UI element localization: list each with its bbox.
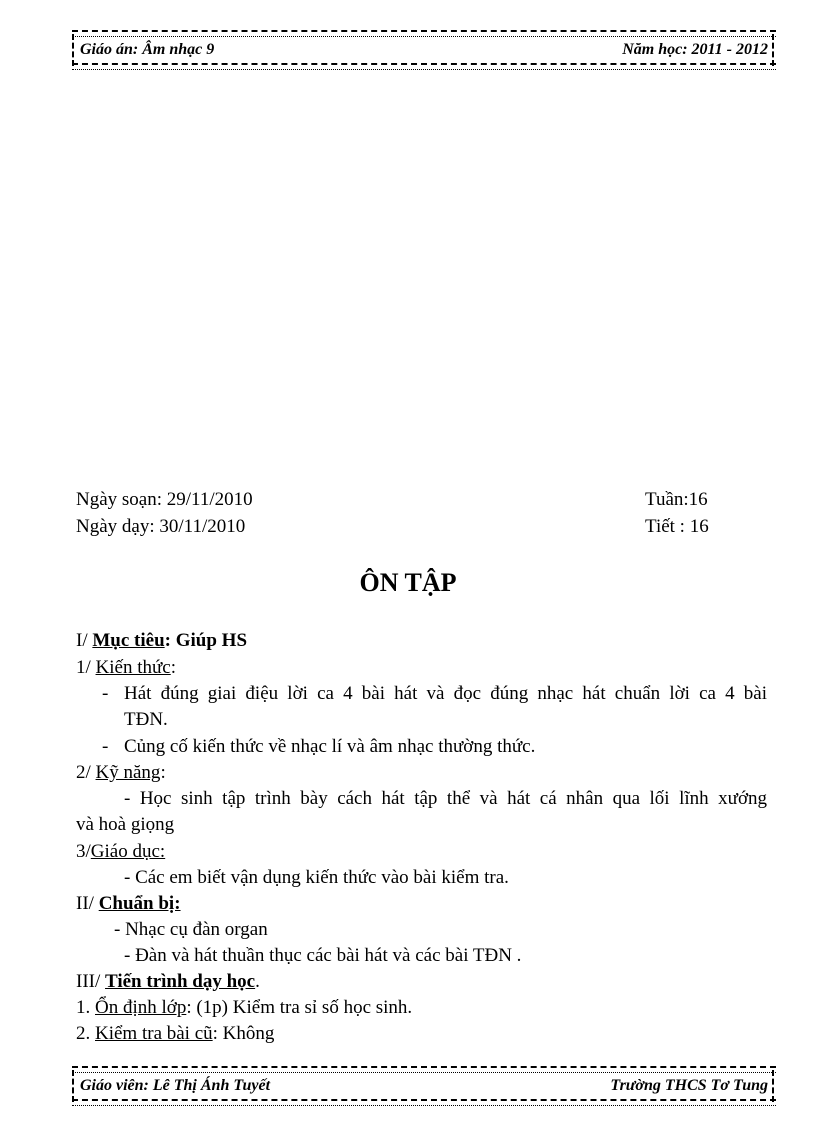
header-school-year: Năm học: 2011 - 2012 <box>622 41 768 58</box>
subsection-skills <box>76 762 166 784</box>
footer-school: Trường THCS Tơ Tung <box>610 1077 768 1094</box>
procedure-step-2-rest: : Không <box>212 1023 275 1044</box>
footer-border-left <box>72 1070 76 1102</box>
lesson-number: Tiết : 16 <box>645 516 709 537</box>
header-border-bottom <box>72 63 776 70</box>
section-objectives-heading: Mục tiêu <box>92 630 165 651</box>
subsection-education-label: Giáo dục: <box>90 841 166 862</box>
page-header <box>72 30 776 70</box>
prep-date: Ngày soạn: 29/11/2010 <box>76 489 253 510</box>
section-preparation <box>76 893 181 915</box>
page-title: ÔN TẬP <box>359 568 457 597</box>
procedure-step-1-num: 1. <box>76 997 95 1018</box>
procedure-step-2 <box>76 1023 274 1045</box>
skills-item-1: - Học sinh tập trình bày cách hát tập thể và hát cá nhân qua lối lĩnh xướng <box>124 788 767 809</box>
header-border-top <box>72 30 776 37</box>
subsection-skills-tail: : <box>160 762 166 783</box>
procedure-step-1-rest: : (1p) Kiểm tra sỉ số học sinh. <box>186 997 413 1018</box>
knowledge-item-1: Hát đúng giai điệu lời ca 4 bài hát và đọc đúng nhạc hát chuẩn lời ca 4 bài <box>124 683 767 704</box>
subsection-knowledge-label: Kiến thức <box>95 657 171 678</box>
subsection-skills-num: 2/ <box>76 762 96 783</box>
procedure-step-1-label: Ổn định lớp <box>95 997 187 1018</box>
footer-border-bottom <box>72 1099 776 1106</box>
footer-teacher: Giáo viên: Lê Thị Ánh Tuyết <box>80 1077 271 1094</box>
section-objectives-prefix: I/ <box>76 630 93 651</box>
section-objectives <box>76 630 247 652</box>
footer-border-right <box>772 1070 776 1102</box>
education-item: - Các em biết vận dụng kiến thức vào bài kiểm tra. <box>124 867 509 888</box>
section-procedure-prefix: III/ <box>76 971 106 992</box>
subsection-skills-label: Kỹ năng <box>95 762 161 783</box>
list-bullet: - <box>102 736 109 757</box>
week-number: Tuần:16 <box>645 489 708 510</box>
section-procedure <box>76 971 260 993</box>
section-preparation-heading: Chuẩn bị: <box>98 893 181 914</box>
footer-border-top <box>72 1066 776 1073</box>
knowledge-item-1-cont: TĐN. <box>124 709 168 730</box>
skills-item-1-cont: và hoà giọng <box>76 814 175 835</box>
section-procedure-suffix: . <box>255 971 260 992</box>
section-preparation-prefix: II/ <box>76 893 99 914</box>
subsection-knowledge-num: 1/ <box>76 657 96 678</box>
subsection-education <box>76 841 165 863</box>
procedure-step-2-num: 2. <box>76 1023 95 1044</box>
page-footer <box>72 1066 776 1106</box>
subsection-knowledge <box>76 657 176 679</box>
preparation-item-1: - Nhạc cụ đàn organ <box>114 919 268 940</box>
section-objectives-suffix: : Giúp HS <box>164 630 248 651</box>
header-subject: Giáo án: Âm nhạc 9 <box>80 41 215 58</box>
list-bullet: - <box>102 683 109 704</box>
header-border-right <box>772 34 776 66</box>
teach-date: Ngày dạy: 30/11/2010 <box>76 516 246 537</box>
knowledge-item-2: Củng cố kiến thức về nhạc lí và âm nhạc thường thức. <box>124 736 536 757</box>
header-border-left <box>72 34 76 66</box>
procedure-step-1 <box>76 997 412 1019</box>
section-procedure-heading: Tiến trình dạy học <box>105 971 256 992</box>
subsection-knowledge-tail: : <box>170 657 177 678</box>
preparation-item-2: - Đàn và hát thuần thục các bài hát và các bài TĐN . <box>124 945 522 966</box>
procedure-step-2-label: Kiểm tra bài cũ <box>95 1023 213 1044</box>
subsection-education-num: 3/ <box>76 841 91 862</box>
